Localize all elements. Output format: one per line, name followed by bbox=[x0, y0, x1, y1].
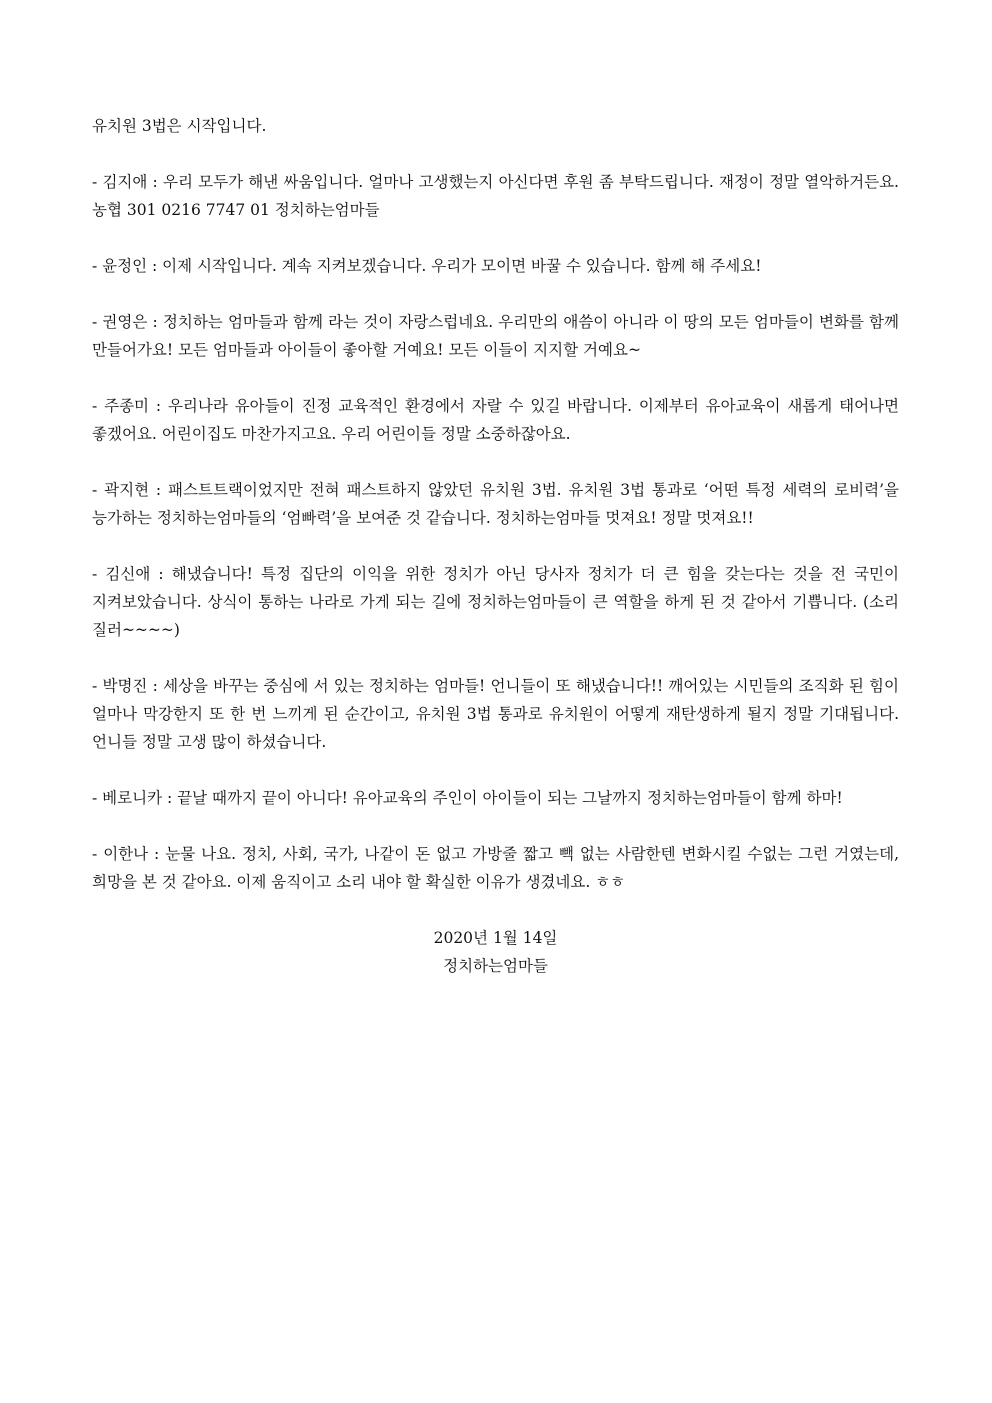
comment-lee-hanna: - 이한나 : 눈물 나요. 정치, 사회, 국가, 나같이 돈 없고 가방줄 짧고 빽 없는 사람한텐 변화시킬 수없는 그런 거였는데, 희망을 본 것 같아요. 이제 움직이고 소리 내야 할 확실한 이유가 생겼네요. ㅎㅎ bbox=[92, 845, 899, 891]
comment-kim-jiae: - 김지애 : 우리 모두가 해낸 싸움입니다. 얼마나 고생했는지 아신다면 후원 좀 부탁드립니다. 재정이 정말 열악하거든요. 농협 301 0216 7747 01 정치하는엄마들 bbox=[92, 173, 899, 219]
closing-block bbox=[92, 924, 899, 980]
comment-yoon-jeongin: - 윤정인 : 이제 시작입니다. 계속 지켜보겠습니다. 우리가 모이면 바꿀 수 있습니다. 함께 해 주세요! bbox=[92, 257, 762, 275]
comment-joo-jongmi: - 주종미 : 우리나라 유아들이 진정 교육적인 환경에서 자랄 수 있길 바랍니다. 이제부터 유아교육이 새롭게 태어나면 좋겠어요. 어린이집도 마찬가지고요. 우리 어린이들 정말 소중하잖아요. bbox=[92, 397, 899, 443]
document-page bbox=[92, 112, 899, 980]
closing-signature: 정치하는엄마들 bbox=[443, 957, 548, 975]
comment-veronica: - 베로니카 : 끝날 때까지 끝이 아니다! 유아교육의 주인이 아이들이 되는 그날까지 정치하는엄마들이 함께 하마! bbox=[92, 789, 843, 807]
comment-kwak-jihyun: - 곽지현 : 패스트트랙이었지만 전혀 패스트하지 않았던 유치원 3법. 유치원 3법 통과로 ‘어떤 특정 세력의 로비력’을 능가하는 정치하는엄마들의 ‘엄빠력’을 보여준 것 같습니다. 정치하는엄마들 멋져요! 정말 멋져요!! bbox=[92, 481, 899, 527]
comment-park-myungjin: - 박명진 : 세상을 바꾸는 중심에 서 있는 정치하는 엄마들! 언니들이 또 해냈습니다!! 깨어있는 시민들의 조직화 된 힘이 얼마나 막강한지 또 한 번 느끼게 된 순간이고, 유치원 3법 통과로 유치원이 어떻게 재탄생하게 될지 정말 기대됩니다. 언니들 정말 고생 많이 하셨습니다. bbox=[92, 677, 899, 751]
comment-kwon-youngeun: - 권영은 : 정치하는 엄마들과 함께 라는 것이 자랑스럽네요. 우리만의 애씀이 아니라 이 땅의 모든 엄마들이 변화를 함께 만들어가요! 모든 엄마들과 아이들이 좋아할 거예요! 모든 이들이 지지할 거예요~ bbox=[92, 313, 899, 359]
intro-line: 유치원 3법은 시작입니다. bbox=[92, 117, 267, 135]
comment-kim-shinae: - 김신애 : 해냈습니다! 특정 집단의 이익을 위한 정치가 아닌 당사자 정치가 더 큰 힘을 갖는다는 것을 전 국민이 지켜보았습니다. 상식이 통하는 나라로 가게 되는 길에 정치하는엄마들이 큰 역할을 하게 된 것 같아서 기쁩니다. (소리 질러~~~~) bbox=[92, 565, 899, 639]
closing-date: 2020년 1월 14일 bbox=[433, 929, 558, 947]
